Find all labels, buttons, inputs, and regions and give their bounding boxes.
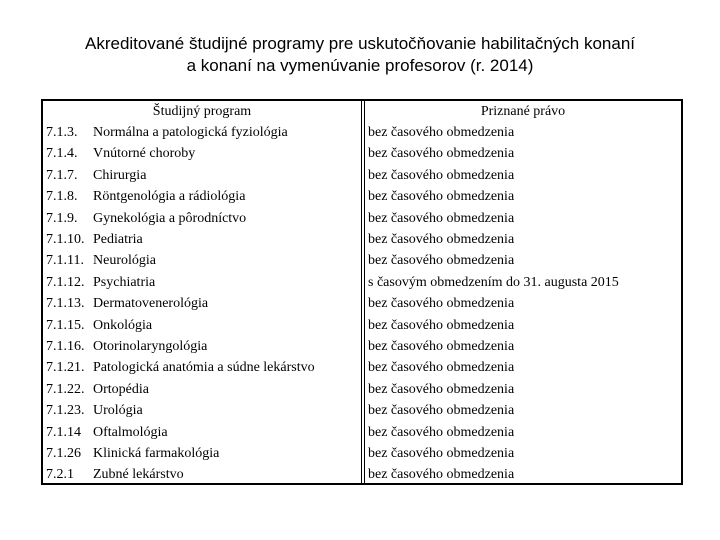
right-cell: bez časového obmedzenia bbox=[368, 317, 515, 333]
table-row bbox=[43, 443, 361, 464]
right-column bbox=[364, 101, 681, 483]
right-cell: bez časového obmedzenia bbox=[368, 232, 515, 248]
right-cell: bez časového obmedzenia bbox=[368, 467, 515, 483]
header-right: Priznané právo bbox=[480, 103, 566, 119]
program-code: 7.2.1 bbox=[46, 467, 74, 483]
right-cell: bez časového obmedzenia bbox=[368, 210, 515, 226]
program-name: Otorinolaryngológia bbox=[93, 339, 208, 355]
table-row bbox=[43, 401, 361, 422]
right-cell: bez časového obmedzenia bbox=[368, 446, 515, 462]
header-program: Študijný program bbox=[152, 103, 252, 119]
table-row bbox=[43, 315, 361, 336]
right-cell: bez časového obmedzenia bbox=[368, 189, 515, 205]
program-name: Normálna a patologická fyziológia bbox=[93, 125, 288, 141]
program-code: 7.1.16. bbox=[46, 339, 85, 355]
page-title bbox=[0, 33, 720, 77]
table-row bbox=[43, 379, 361, 400]
program-code: 7.1.21. bbox=[46, 360, 85, 376]
program-code: 7.1.7. bbox=[46, 167, 78, 183]
program-code: 7.1.9. bbox=[46, 210, 78, 226]
table-row bbox=[43, 144, 361, 165]
table-row bbox=[43, 422, 361, 443]
right-cell: bez časového obmedzenia bbox=[368, 167, 515, 183]
program-name: Zubné lekárstvo bbox=[93, 467, 184, 483]
table-row bbox=[43, 294, 361, 315]
table-row bbox=[43, 229, 361, 250]
program-code: 7.1.3. bbox=[46, 125, 78, 141]
table-row bbox=[43, 336, 361, 357]
table-row bbox=[43, 358, 361, 379]
table-row bbox=[43, 187, 361, 208]
title-line-1: Akreditované študijné programy pre uskutočňovanie habilitačných konaní bbox=[85, 34, 635, 53]
title-line-2: a konaní na vymenúvanie profesorov (r. 2014) bbox=[186, 56, 534, 75]
program-name: Onkológia bbox=[93, 317, 153, 333]
program-name: Vnútorné choroby bbox=[93, 146, 196, 162]
table-row bbox=[43, 251, 361, 272]
program-code: 7.1.22. bbox=[46, 381, 85, 397]
table-row bbox=[43, 465, 361, 486]
program-code: 7.1.14 bbox=[46, 424, 81, 440]
table-row bbox=[43, 165, 361, 186]
right-cell: bez časového obmedzenia bbox=[368, 403, 515, 419]
program-name: Röntgenológia a rádiológia bbox=[93, 189, 246, 205]
programs-table bbox=[41, 99, 683, 485]
program-name: Psychiatria bbox=[93, 274, 156, 290]
program-name: Pediatria bbox=[93, 232, 143, 248]
program-column bbox=[43, 101, 362, 483]
program-code: 7.1.10. bbox=[46, 232, 85, 248]
program-name: Ortopédia bbox=[93, 381, 149, 397]
program-name: Gynekológia a pôrodníctvo bbox=[93, 210, 247, 226]
program-code: 7.1.8. bbox=[46, 189, 78, 205]
program-name: Klinická farmakológia bbox=[93, 446, 220, 462]
table-row bbox=[43, 208, 361, 229]
program-name: Patologická anatómia a súdne lekárstvo bbox=[93, 360, 315, 376]
program-code: 7.1.23. bbox=[46, 403, 85, 419]
right-cell: bez časového obmedzenia bbox=[368, 360, 515, 376]
program-name: Chirurgia bbox=[93, 167, 147, 183]
program-code: 7.1.4. bbox=[46, 146, 78, 162]
right-cell: bez časového obmedzenia bbox=[368, 146, 515, 162]
right-cell: bez časového obmedzenia bbox=[368, 381, 515, 397]
right-cell: bez časového obmedzenia bbox=[368, 253, 515, 269]
table-row bbox=[43, 122, 361, 143]
right-cell: bez časového obmedzenia bbox=[368, 424, 515, 440]
program-name: Urológia bbox=[93, 403, 143, 419]
right-cell: s časovým obmedzením do 31. augusta 2015 bbox=[368, 274, 619, 290]
right-cell: bez časového obmedzenia bbox=[368, 125, 515, 141]
program-name: Dermatovenerológia bbox=[93, 296, 209, 312]
right-cell: bez časového obmedzenia bbox=[368, 296, 515, 312]
right-cell: bez časového obmedzenia bbox=[368, 339, 515, 355]
table-row bbox=[43, 272, 361, 293]
program-code: 7.1.15. bbox=[46, 317, 85, 333]
program-code: 7.1.13. bbox=[46, 296, 85, 312]
program-code: 7.1.12. bbox=[46, 274, 85, 290]
program-code: 7.1.26 bbox=[46, 446, 81, 462]
program-name: Oftalmológia bbox=[93, 424, 168, 440]
program-code: 7.1.11. bbox=[46, 253, 84, 269]
program-name: Neurológia bbox=[93, 253, 156, 269]
